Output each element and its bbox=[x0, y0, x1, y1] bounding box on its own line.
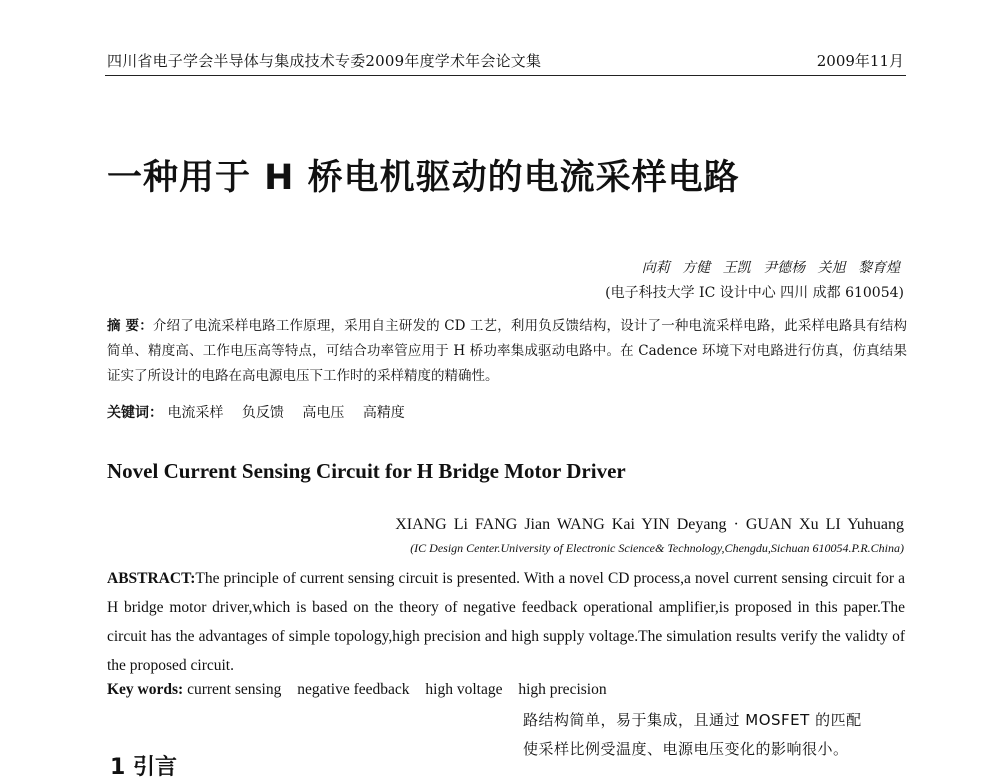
running-header-journal: 四川省电子学会半导体与集成技术专委2009年度学术年会论文集 bbox=[107, 52, 542, 70]
authors-en: XIANG Li FANG Jian WANG Kai YIN Deyang · GUAN Xu LI Yuhuang bbox=[395, 516, 904, 533]
abstract-en-text: The principle of current sensing circuit is presented. With a novel CD process,a novel current sensing circuit for a H bridge motor driver,which is based on the theory of negative feedback operational amplifier,is proposed in this paper.The circuit has the advantages of simple topology,high precision and high supply voltage.The simulation results verify the validty of the proposed circuit. bbox=[107, 570, 905, 674]
authors-cn: 向莉 方健 王凯 尹德杨 关旭 黎育煌 bbox=[641, 260, 900, 276]
affiliation-en: (IC Design Center.University of Electronic Science& Technology,Chengdu,Sichuan 610054.P.R.China) bbox=[410, 541, 904, 555]
keyword-cn: 电流采样 bbox=[167, 405, 224, 421]
body-text-line: 路结构简单，易于集成，且通过 MOSFET 的匹配 bbox=[523, 711, 862, 729]
section-heading-introduction: 1 引言 bbox=[110, 755, 177, 780]
keyword-en: current sensing bbox=[187, 681, 282, 698]
abstract-cn-label: 摘 要： bbox=[107, 318, 153, 334]
body-text-line: 使采样比例受温度、电源电压变化的影响很小。 bbox=[523, 740, 849, 758]
keyword-en: high voltage bbox=[425, 681, 503, 698]
keywords-en-label: Key words: bbox=[107, 681, 184, 698]
abstract-cn bbox=[107, 314, 907, 389]
paper-title-cn: 一种用于 H 桥电机驱动的电流采样电路 bbox=[107, 158, 740, 198]
keywords-cn bbox=[107, 402, 419, 422]
keyword-cn: 高精度 bbox=[362, 405, 405, 421]
abstract-cn-text: 介绍了电流采样电路工作原理，采用自主研发的 CD 工艺，利用负反馈结构，设计了一种电流采样电路，此采样电路具有结构简单、精度高、工作电压高等特点，可结合功率管应用于 H 桥功率集成驱动电路中。在 Cadence 环境下对电路进行仿真，仿真结果证实了所设计的电路在高电源电压下工作时的采样精度的精确性。 bbox=[107, 318, 907, 384]
abstract-en bbox=[107, 564, 905, 680]
keywords-cn-label: 关键词： bbox=[107, 405, 163, 421]
keywords-en bbox=[107, 681, 619, 699]
keyword-cn: 高电压 bbox=[302, 405, 345, 421]
keyword-en: high precision bbox=[518, 681, 607, 698]
header-rule bbox=[105, 75, 906, 76]
running-header-date: 2009年11月 bbox=[816, 52, 904, 70]
paper-title-en: Novel Current Sensing Circuit for H Bridge Motor Driver bbox=[107, 459, 626, 483]
keyword-cn: 负反馈 bbox=[241, 405, 284, 421]
keyword-en: negative feedback bbox=[297, 681, 410, 698]
affiliation-cn: (电子科技大学 IC 设计中心 四川 成都 610054) bbox=[605, 285, 904, 301]
abstract-en-label: ABSTRACT: bbox=[107, 570, 196, 587]
